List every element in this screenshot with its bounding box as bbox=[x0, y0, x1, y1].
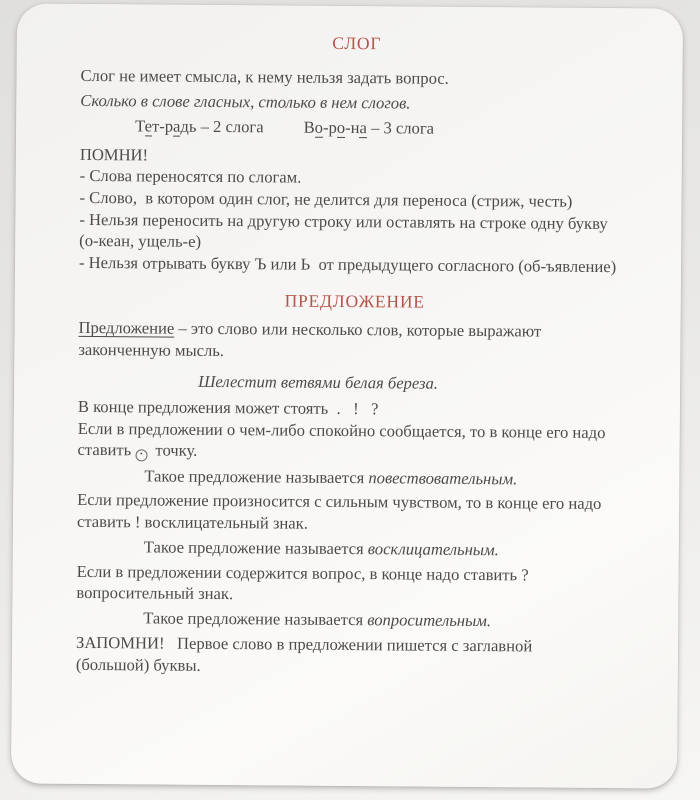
hyphenation-rules-list bbox=[79, 165, 632, 277]
memorize-text: Первое слово в предложении пишется с заглавной (большой) буквы. bbox=[75, 633, 533, 675]
period-in-circle-icon: · bbox=[135, 450, 147, 462]
naming-text: Такое предложение называется bbox=[144, 466, 369, 487]
sentence-example: Шелестит ветвями белая береза. bbox=[198, 371, 439, 393]
memorize-heading: ЗАПОМНИ! bbox=[75, 632, 165, 653]
slog-intro: Слог не имеет смысла, к нему нельзя задать вопрос. bbox=[80, 65, 449, 88]
naming-text: Такое предложение называется bbox=[143, 608, 368, 630]
example-text: Т bbox=[135, 116, 145, 136]
example-text: -н bbox=[345, 118, 360, 138]
underlined-vowel: е bbox=[144, 116, 153, 136]
interrogative-naming bbox=[143, 608, 628, 633]
underlined-vowel: о bbox=[336, 118, 346, 138]
section-title-slog: СЛОГ bbox=[332, 32, 382, 54]
sentence-type-term: повествовательным. bbox=[368, 467, 518, 489]
sentence-definition bbox=[78, 317, 630, 365]
example-text: – 3 слога bbox=[366, 118, 435, 138]
example-tetrad bbox=[135, 117, 264, 137]
underlined-vowel: о bbox=[314, 117, 324, 137]
example-text: дь – 2 слога bbox=[180, 116, 264, 137]
rule-item: - Слово, в котором один слог, не делится для переноса (стриж, честь) bbox=[79, 187, 573, 211]
exclamatory-rule: Если предложение произносится с сильным чувством, то в конце его надо ставить ! восклицательный знак. bbox=[76, 490, 602, 533]
memorize-line bbox=[76, 632, 628, 680]
declarative-rule bbox=[77, 418, 629, 466]
rule-text: Если в предложении о чем-либо спокойно сообщается, то в конце его надо ставить bbox=[77, 418, 606, 460]
rule-item: - Нельзя переносить на другую строку или оставлять на строке одну букву (о-кеан, ущель-е) bbox=[79, 209, 608, 252]
slog-rule-italic: Сколько в слове гласных, столько в нем слогов. bbox=[80, 90, 411, 113]
underlined-vowel: а bbox=[359, 118, 367, 138]
example-vorona bbox=[304, 118, 435, 138]
interrogative-rule: Если в предложении содержится вопрос, в конце надо ставить ? вопросительный знак. bbox=[76, 561, 529, 604]
end-marks-line: В конце предложения может стоять . ! ? bbox=[77, 397, 379, 419]
document-content bbox=[12, 3, 683, 679]
sentence-type-term: восклицательным. bbox=[367, 539, 499, 560]
rule-item: - Нельзя отрывать букву Ъ или Ь от предыдущего согласного (об-ъявление) bbox=[78, 252, 617, 276]
document-card bbox=[11, 3, 683, 788]
example-text: В bbox=[303, 117, 315, 137]
rule-item: - Слова переносятся по слогам. bbox=[79, 166, 302, 188]
underlined-vowel: а bbox=[173, 116, 181, 136]
example-text: -р bbox=[322, 117, 337, 138]
rule-text: точку. bbox=[151, 440, 198, 461]
example-text: т-р bbox=[151, 116, 174, 136]
defined-term: Предложение bbox=[78, 318, 175, 338]
declarative-naming bbox=[144, 465, 629, 490]
exclamatory-naming bbox=[144, 537, 629, 562]
syllable-examples bbox=[135, 116, 632, 141]
sentence-type-term: вопросительным. bbox=[367, 610, 492, 631]
naming-text: Такое предложение называется bbox=[143, 537, 368, 559]
section-title-sentence: ПРЕДЛОЖЕНИЕ bbox=[284, 290, 425, 312]
definition-text: – это слово или несколько слов, которые выражают законченную мысль. bbox=[78, 318, 542, 360]
remember-heading: ПОМНИ! bbox=[79, 144, 149, 165]
